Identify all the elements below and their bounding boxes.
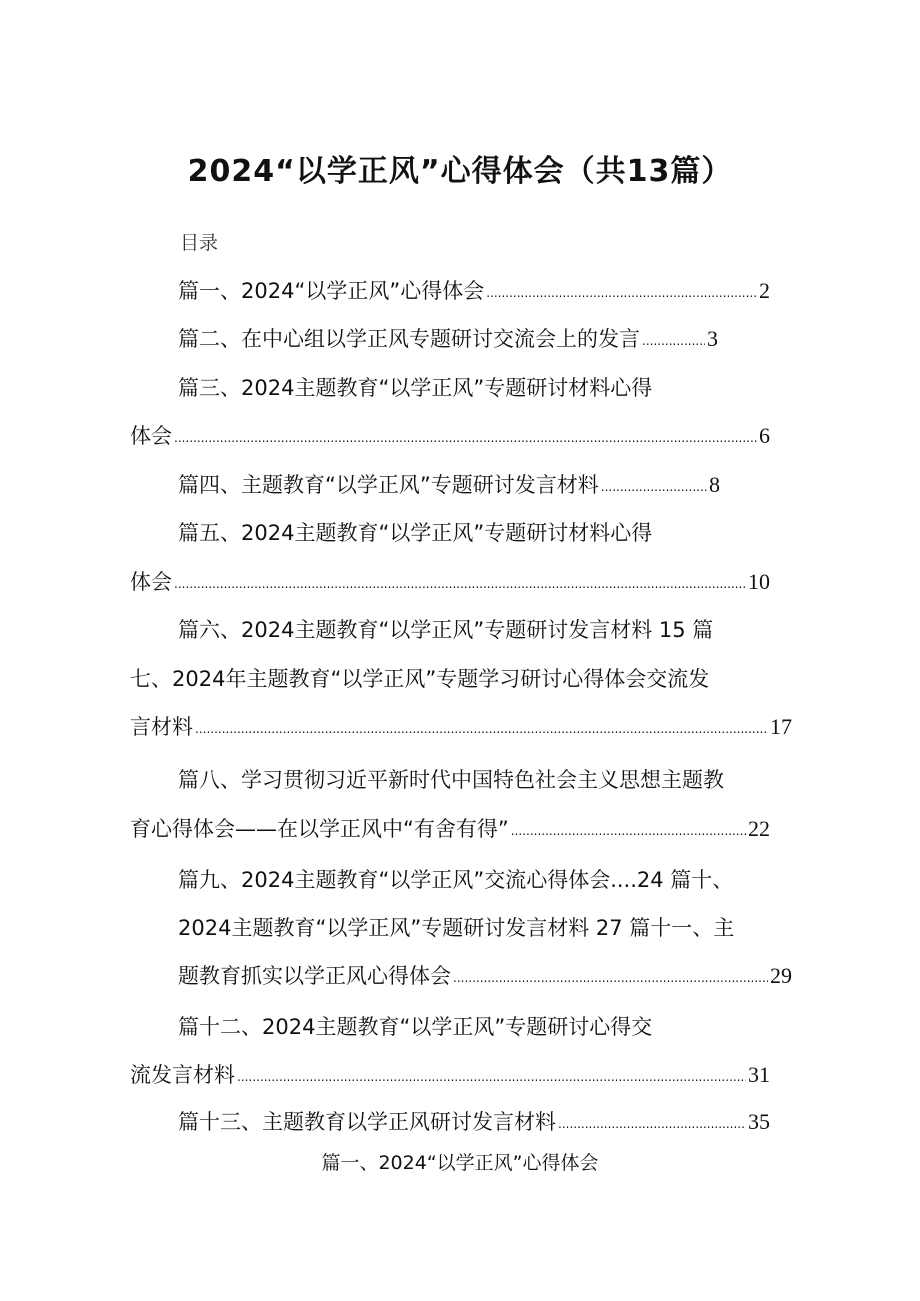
toc-entry-5[interactable] — [178, 518, 652, 548]
toc-entry-12-continuation[interactable] — [130, 1060, 770, 1090]
toc-entry-3-continuation[interactable] — [130, 421, 770, 451]
toc-entry-text: 篇十二、2024主题教育“以学正风”专题研讨心得交 — [178, 1015, 653, 1039]
toc-entry-7[interactable] — [130, 664, 709, 694]
toc-entry-8[interactable] — [178, 765, 724, 795]
toc-page-number: 2 — [759, 278, 770, 303]
toc-entry-text: 篇三、2024主题教育“以学正风”专题研讨材料心得 — [178, 376, 653, 400]
toc-page-number: 35 — [748, 1109, 770, 1134]
dot-leader — [195, 719, 768, 739]
toc-page-number: 3 — [707, 326, 718, 351]
toc-label: 目录 — [180, 232, 219, 254]
dot-leader — [511, 821, 746, 841]
toc-entry-text: 篇九、2024主题教育“以学正风”交流心得体会....24 篇十、 — [178, 868, 734, 892]
dot-leader — [486, 283, 757, 303]
toc-entry-text: 育心得体会——在以学正风中“有舍有得” — [130, 817, 509, 841]
toc-entry-text: 篇六、2024主题教育“以学正风”专题研讨发言材料 15 篇 — [178, 618, 714, 642]
toc-entry-8-continuation[interactable] — [130, 814, 770, 844]
toc-entry-2[interactable] — [178, 324, 718, 354]
toc-page-number: 17 — [770, 714, 792, 739]
toc-page-number: 6 — [759, 423, 770, 448]
toc-entry-12[interactable] — [178, 1012, 652, 1042]
toc-entry-3[interactable] — [178, 373, 652, 403]
dot-leader — [558, 1114, 746, 1134]
toc-page-number: 8 — [709, 472, 720, 497]
toc-entry-text: 篇五、2024主题教育“以学正风”专题研讨材料心得 — [178, 521, 653, 545]
toc-entry-text: 篇二、在中心组以学正风专题研讨交流会上的发言 — [178, 327, 640, 351]
toc-entry-5-continuation[interactable] — [130, 567, 770, 597]
toc-entry-text: 体会 — [130, 570, 172, 594]
toc-entry-4[interactable] — [178, 470, 720, 500]
dot-leader — [237, 1067, 746, 1087]
toc-entry-text: 篇八、学习贯彻习近平新时代中国特色社会主义思想主题教 — [178, 768, 724, 792]
toc-entry-text: 篇一、2024“以学正风”心得体会 — [178, 279, 485, 303]
toc-entry-7-continuation[interactable] — [130, 712, 792, 742]
toc-entry-11[interactable] — [178, 961, 792, 991]
section-heading: 篇一、2024“以学正风”心得体会 — [321, 1152, 599, 1174]
dot-leader — [174, 574, 746, 594]
dot-leader — [642, 331, 705, 351]
toc-entry-text: 题教育抓实以学正风心得体会 — [178, 964, 451, 988]
toc-page-number: 29 — [770, 963, 792, 988]
toc-page-number: 10 — [748, 569, 770, 594]
toc-entry-text: 篇十三、主题教育以学正风研讨发言材料 — [178, 1110, 556, 1134]
toc-entry-13[interactable] — [178, 1107, 770, 1137]
toc-entry-text: 流发言材料 — [130, 1063, 235, 1087]
toc-page-number: 22 — [748, 816, 770, 841]
dot-leader — [453, 968, 768, 988]
document-title: 2024“以学正风”心得体会（共13篇） — [187, 154, 733, 189]
toc-entry-text: 体会 — [130, 424, 172, 448]
dot-leader — [601, 477, 707, 497]
dot-leader — [174, 428, 757, 448]
toc-entry-1[interactable] — [178, 276, 770, 306]
toc-entry-text: 言材料 — [130, 715, 193, 739]
toc-entry-text: 篇四、主题教育“以学正风”专题研讨发言材料 — [178, 473, 599, 497]
toc-entry-text: 2024主题教育“以学正风”专题研讨发言材料 27 篇十一、主 — [178, 916, 735, 940]
toc-entry-9[interactable] — [178, 865, 733, 895]
toc-page-number: 31 — [748, 1062, 770, 1087]
toc-entry-text: 七、2024年主题教育“以学正风”专题学习研讨心得体会交流发 — [130, 667, 710, 691]
toc-entry-6[interactable] — [178, 615, 713, 645]
toc-entry-10[interactable] — [178, 913, 734, 943]
